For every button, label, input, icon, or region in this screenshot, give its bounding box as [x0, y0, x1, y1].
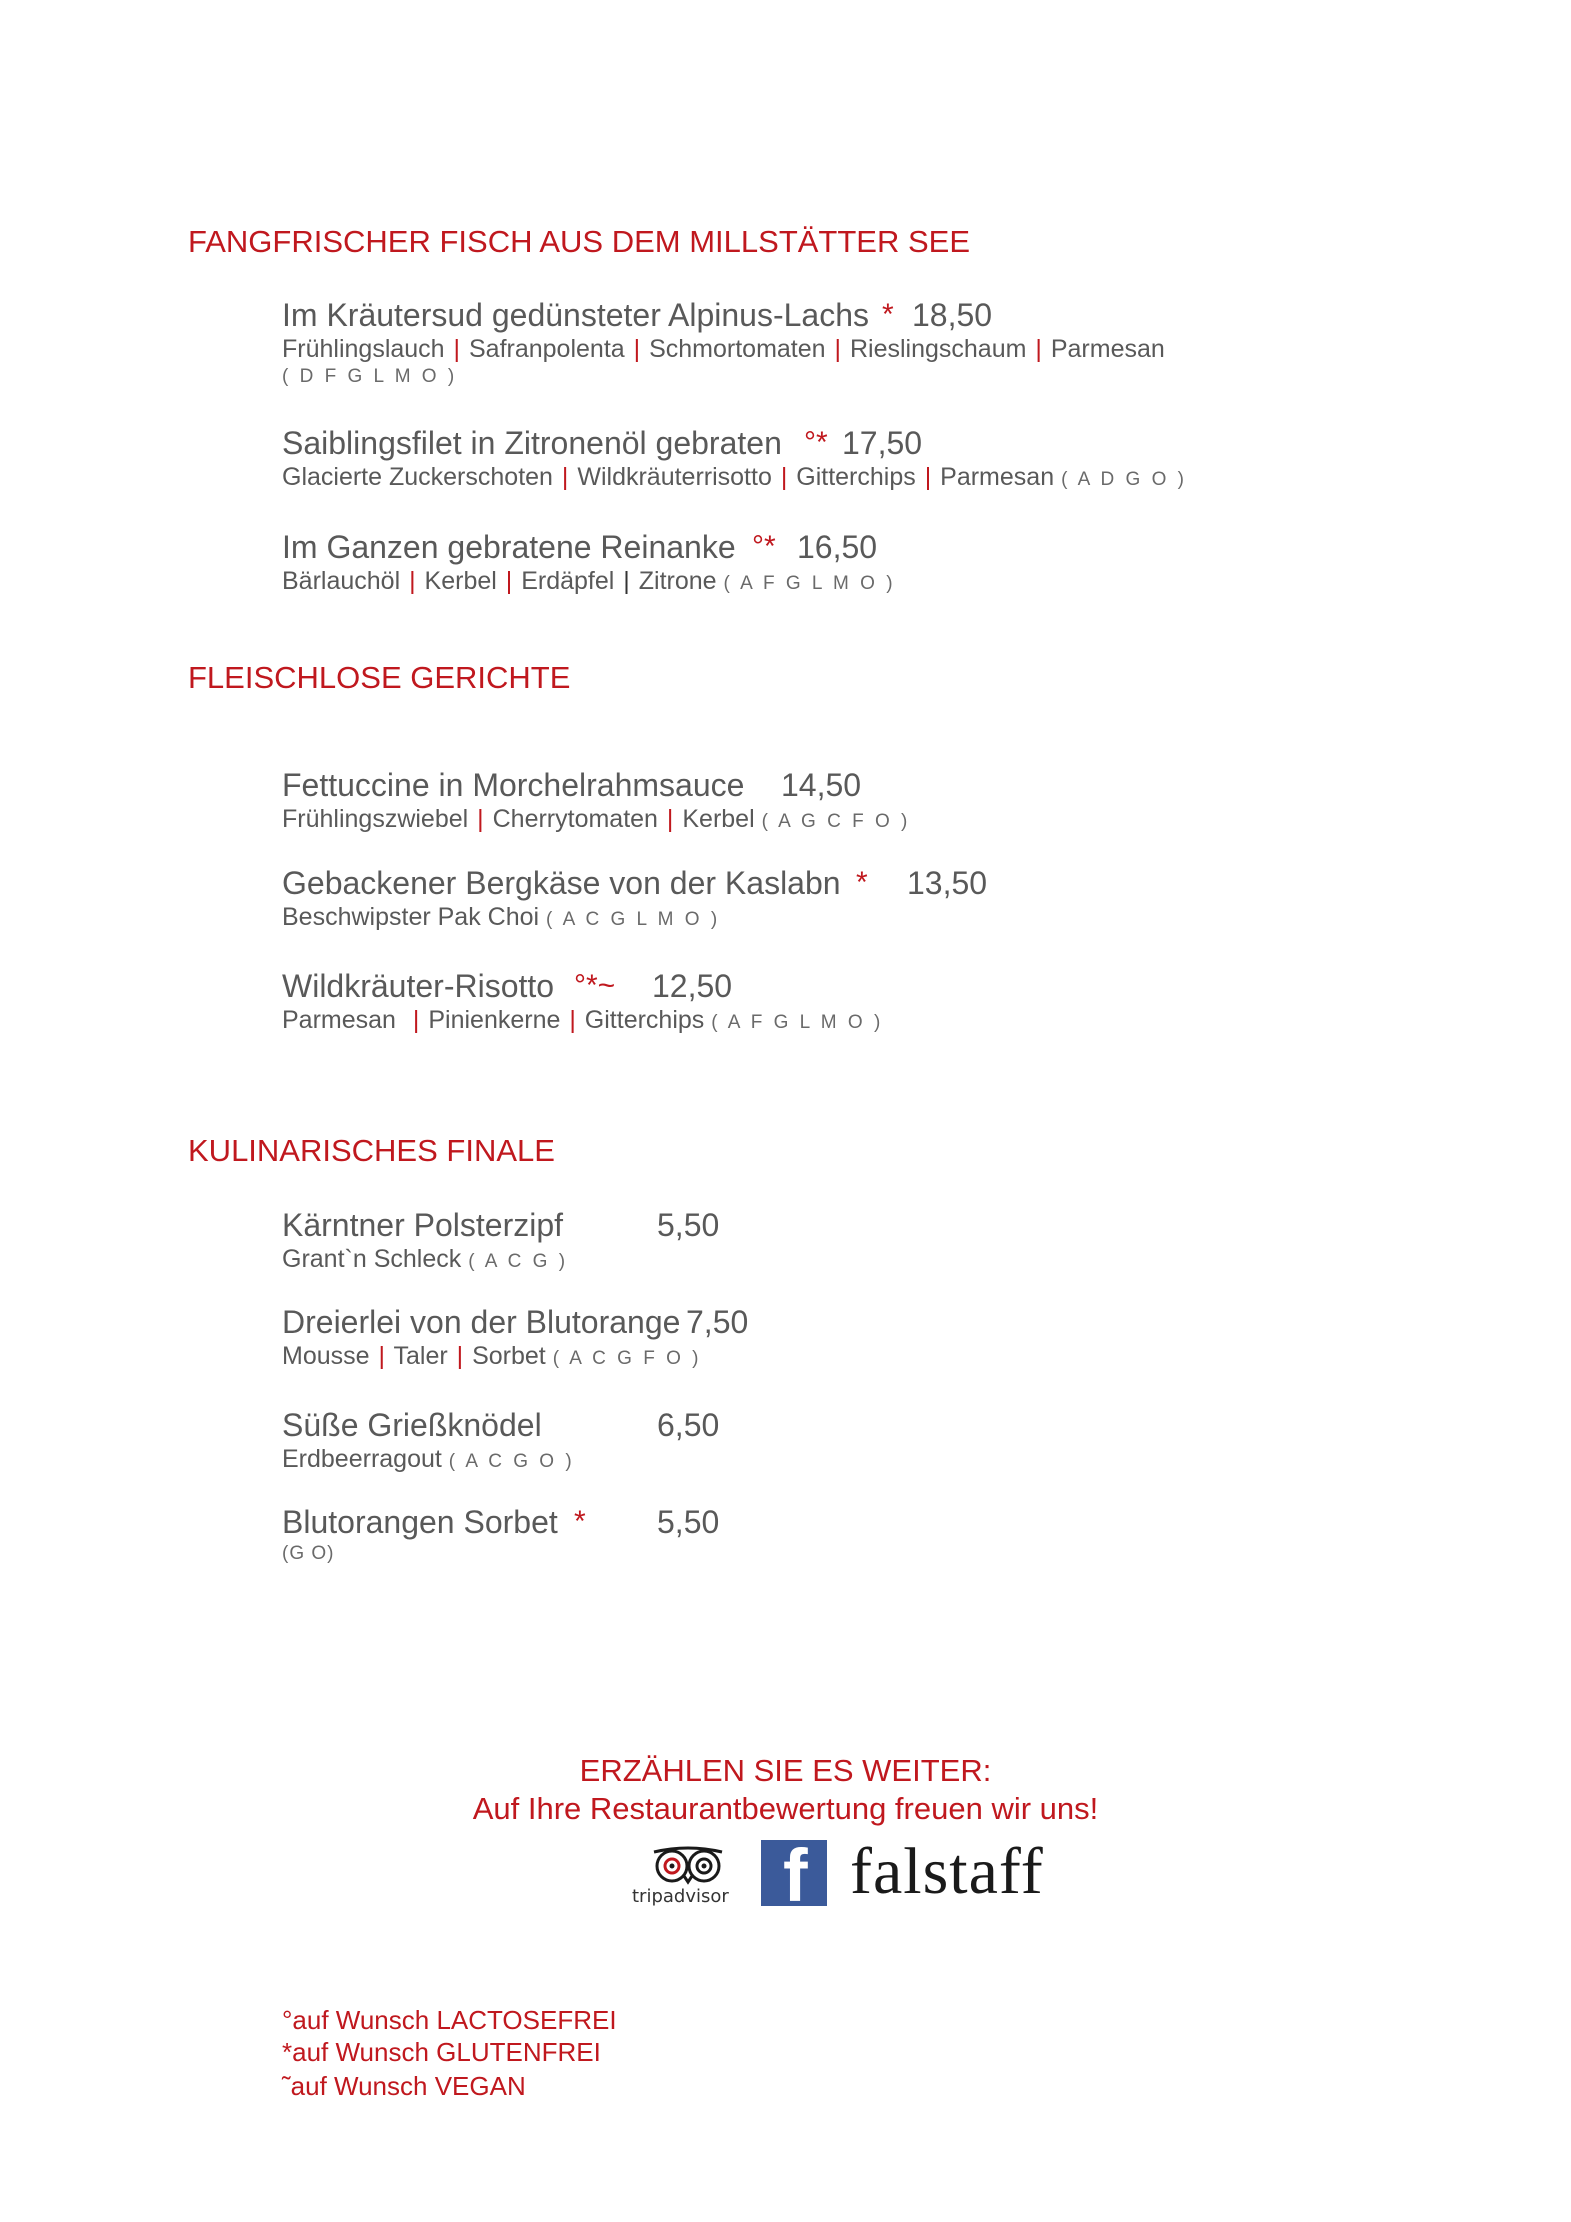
- dish-item: [282, 296, 1165, 390]
- allergens: ( A F G L M O ): [711, 1012, 884, 1033]
- separator: |: [633, 335, 641, 363]
- desc-item: Sorbet: [472, 1342, 546, 1370]
- dish-item: [282, 424, 1187, 495]
- desc-item: Grant`n Schleck: [282, 1245, 462, 1273]
- section-heading-vegetarian: FLEISCHLOSE GERICHTE: [188, 660, 571, 695]
- legend-vegan: ˜auf Wunsch VEGAN: [282, 2071, 526, 2101]
- desc-item: Parmesan: [1050, 335, 1165, 363]
- dish-marker: °*: [752, 530, 776, 563]
- desc-item: Frühlingslauch: [282, 335, 445, 363]
- dish-item: [282, 967, 883, 1038]
- desc-item: Gitterchips: [796, 463, 916, 491]
- dish-name: Kärntner Polsterzipf: [282, 1207, 564, 1243]
- desc-item: Schmortomaten: [649, 335, 826, 363]
- desc-item: Parmesan: [282, 1006, 396, 1034]
- desc-item: Rieslingschaum: [849, 335, 1027, 363]
- allergens: ( A C G ): [468, 1251, 569, 1272]
- separator: |: [623, 567, 630, 595]
- facebook-icon: f: [783, 1834, 808, 1917]
- dish-marker: *: [574, 1505, 586, 1538]
- desc-item: Erdäpfel: [521, 567, 615, 595]
- desc-item: Gitterchips: [584, 1006, 705, 1034]
- separator: |: [409, 567, 416, 595]
- separator: |: [666, 805, 674, 833]
- dish-item: [282, 1206, 720, 1277]
- section-heading-fish: FANGFRISCHER FISCH AUS DEM MILLSTÄTTER SEE: [188, 224, 971, 259]
- dish-item: [282, 1406, 720, 1477]
- dish-price: 12,50: [652, 968, 733, 1004]
- desc-item: Zitrone: [638, 567, 717, 595]
- dish-name: Süße Grießknödel: [282, 1407, 542, 1443]
- desc-item: Bärlauchöl: [282, 567, 401, 595]
- allergens: ( D F G L M O ): [282, 366, 458, 387]
- desc-item: Taler: [393, 1342, 448, 1370]
- desc-item: Pinienkerne: [428, 1006, 561, 1034]
- dish-name: Gebackener Bergkäse von der Kaslabn: [282, 865, 841, 901]
- desc-item: Cherrytomaten: [492, 805, 658, 833]
- separator: |: [834, 335, 842, 363]
- review-logos: [632, 1834, 1044, 1918]
- desc-item: Beschwipster Pak Choi: [282, 903, 540, 931]
- separator: |: [477, 805, 484, 833]
- dish-price: 7,50: [686, 1304, 749, 1340]
- desc-item: Kerbel: [682, 805, 755, 833]
- dish-name: Fettuccine in Morchelrahmsauce: [282, 767, 745, 803]
- review-heading: ERZÄHLEN SIE ES WEITER:: [579, 1753, 992, 1788]
- dish-item: [282, 864, 988, 935]
- dish-marker: *: [882, 298, 894, 331]
- desc-item: Kerbel: [424, 567, 497, 595]
- dish-price: 6,50: [657, 1407, 720, 1443]
- desc-item: Frühlingszwiebel: [282, 805, 469, 833]
- falstaff-logo[interactable]: falstaff: [850, 1835, 1044, 1908]
- separator: |: [456, 1342, 464, 1370]
- separator: |: [569, 1006, 576, 1034]
- dish-price: 13,50: [907, 865, 988, 901]
- dish-marker: °*~: [574, 969, 616, 1002]
- separator: |: [780, 463, 788, 491]
- allergens: ( A G C F O ): [761, 811, 911, 832]
- separator: |: [453, 335, 461, 363]
- section-heading-dessert: KULINARISCHES FINALE: [188, 1133, 555, 1168]
- desc-item: Mousse: [282, 1342, 370, 1370]
- desc-item: Safranpolenta: [469, 335, 625, 363]
- desc-item: Parmesan: [940, 463, 1055, 491]
- dish-name: Saiblingsfilet in Zitronenöl gebraten: [282, 425, 782, 461]
- dish-price: 5,50: [657, 1207, 720, 1243]
- dish-item: [282, 1303, 749, 1374]
- review-subheading: Auf Ihre Restaurantbewertung freuen wir uns!: [472, 1791, 1099, 1826]
- separator: |: [378, 1342, 385, 1370]
- dish-name: Dreierlei von der Blutorange: [282, 1304, 681, 1340]
- dish-name: Im Ganzen gebratene Reinanke: [282, 529, 736, 565]
- separator: |: [1035, 335, 1042, 363]
- dish-name: Im Kräutersud gedünsteter Alpinus-Lachs: [282, 297, 869, 333]
- dish-item: [282, 528, 896, 599]
- dish-price: 14,50: [781, 767, 862, 803]
- dish-price: 5,50: [657, 1504, 720, 1540]
- separator: |: [505, 567, 513, 595]
- legend-glutenfree: *auf Wunsch GLUTENFREI: [282, 2037, 601, 2067]
- dish-price: 18,50: [912, 297, 993, 333]
- legend-lactosefree: °auf Wunsch LACTOSEFREI: [282, 2005, 617, 2035]
- allergens: ( A C G O ): [448, 1451, 575, 1472]
- allergens: ( A D G O ): [1061, 469, 1187, 490]
- allergens: (G O): [282, 1543, 335, 1564]
- dish-name: Blutorangen Sorbet: [282, 1504, 558, 1540]
- desc-item: Erdbeerragout: [282, 1445, 442, 1473]
- dish-marker: °*: [804, 426, 828, 459]
- facebook-logo[interactable]: [761, 1834, 827, 1917]
- desc-item: Glacierte Zuckerschoten: [282, 463, 553, 491]
- dish-marker: *: [856, 866, 868, 899]
- dish-name: Wildkräuter-Risotto: [282, 968, 555, 1004]
- separator: |: [924, 463, 932, 491]
- separator: |: [412, 1006, 420, 1034]
- separator: |: [561, 463, 569, 491]
- dish-price: 16,50: [797, 529, 878, 565]
- dish-item: [282, 766, 910, 837]
- allergens: ( A C G L M O ): [546, 909, 721, 930]
- owl-icon: [632, 1846, 747, 1886]
- allergens: ( A F G L M O ): [723, 573, 896, 594]
- tripadvisor-logo[interactable]: [632, 1846, 747, 1908]
- tripadvisor-wordmark: tripadvisor: [632, 1886, 729, 1907]
- dish-price: 17,50: [842, 425, 923, 461]
- allergens: ( A C G F O ): [552, 1348, 702, 1369]
- dish-item: [282, 1503, 720, 1567]
- desc-item: Wildkräuterrisotto: [577, 463, 772, 491]
